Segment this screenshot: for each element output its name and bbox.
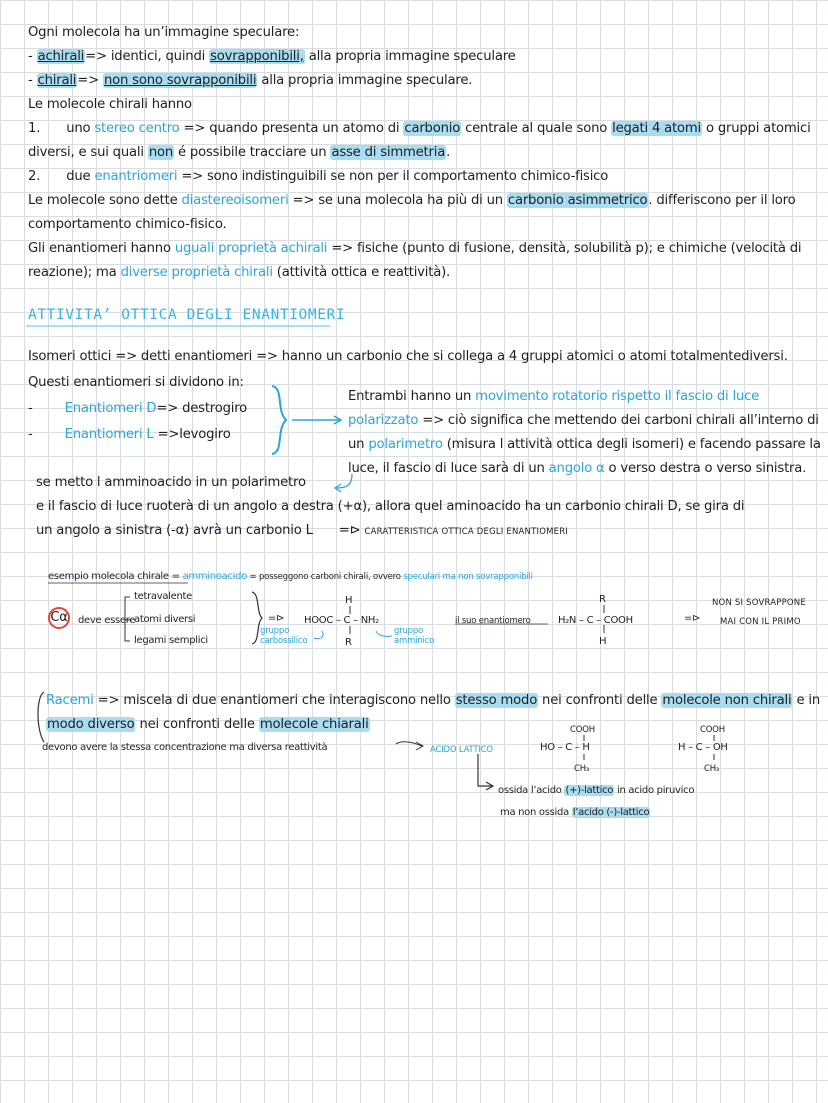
mol1-h-top: H (345, 595, 353, 606)
gruppo-carbossilico-label: gruppo carbossilico (260, 626, 308, 646)
gruppo-amminico-label: gruppo amminico (394, 626, 435, 646)
lattico1-mid: HO – C – H (540, 742, 590, 753)
mol2-h-bottom: H (599, 636, 607, 647)
mol2-r-top: R (599, 594, 606, 605)
suo-enantiomero-label: il suo enantiomero (455, 616, 531, 626)
legami-semplici-item: legami semplici (134, 635, 208, 646)
racemi-line2: modo diverso nei confronti delle molecole chiarali (47, 717, 369, 732)
enantiomeri-term: enantriomeri (94, 169, 178, 184)
lattico1-top: COOH (570, 725, 595, 735)
esempio-line: esempio molecola chirale = amminoacido = posseggono carboni chirali, ovvero speculari ma non sovrapponibili (48, 571, 533, 582)
isomeri-ottici-line: Isomeri ottici => detti enantiomeri => hanno un carbonio che si collega a 4 gruppi atomici o atomi totalmentediversi. (28, 349, 788, 364)
example-arrow2: =⊳ (684, 613, 701, 624)
point2-line: 2. due enantriomeri => sono indistinguibili se non per il comportamento chimico-fisico (28, 169, 609, 184)
lattico2-mid: H – C – OH (678, 742, 728, 753)
achirali-line: - achirali=> identici, quindi sovrapponibili, alla propria immagine speculare (28, 49, 516, 64)
lattico1-bot: CH₃ (574, 764, 590, 774)
diastereoisomeri-term: diastereoisomeri (181, 193, 289, 208)
amminoacido-line1: se metto l amminoacido in un polarimetro (36, 475, 306, 490)
amminoacido-line2: e il fascio di luce ruoterà di un angolo a destra (+α), allora quel aminoacido ha un carbonio chirali D, se gira di (36, 499, 745, 514)
questi-enantiomeri-line: Questi enantiomeri si dividono in: (28, 375, 244, 390)
ossida-line: ossida l’acido (+)-lattico in acido piruvico (498, 785, 695, 796)
le-molecole-chirali: Le molecole chirali hanno (28, 97, 192, 112)
chirali-term: chirali (37, 73, 77, 88)
enantiomeri-prop-line1: Gli enantiomeri hanno uguali proprietà achirali => fisiche (punto di fusione, densità, solubilità p); e chimiche (velocità di (28, 241, 802, 256)
devono-avere-line: devono avere la stessa concentrazione ma diversa reattività (42, 742, 328, 753)
enantiomeri-d-item: - Enantiomeri D=> destrogiro (28, 401, 248, 416)
mol1-main: HOOC – C – NH₂ (304, 615, 379, 626)
racemi-term: Racemi (46, 693, 94, 708)
entrambi-line1: Entrambi hanno un movimento rotatorio rispetto il fascio di luce (348, 389, 760, 404)
entrambi-line2: polarizzato => ciò significa che mettendo dei carboni chirali all’interno di (348, 413, 819, 428)
enantiomeri-l-item: - Enantiomeri L =>levogiro (28, 427, 231, 442)
atomi-diversi-item: atomi diversi (134, 614, 196, 625)
section-heading: ATTIVITA’ OTTICA DEGLI ENANTIOMERI (28, 307, 346, 323)
achirali-term: achirali (37, 49, 85, 64)
curly-brace (272, 386, 286, 454)
non-sovrapponibili-highlight: non sono sovrapponibili (103, 73, 257, 88)
diastereoisomeri-line2: comportamento chimico-fisico. (28, 217, 227, 232)
mai-con-il-primo: MAI CON IL PRIMO (720, 617, 801, 627)
acido-lattico-label: ACIDO LATTICO (430, 745, 493, 755)
entrambi-line4: luce, il fascio di luce sarà di un angolo α o verso destra o verso sinistra. (348, 461, 807, 476)
racemi-bracket (38, 692, 44, 742)
example-arrow: =⊳ (268, 613, 285, 624)
deve-essere: deve essere (78, 615, 136, 626)
sovrapponibili-highlight: sovrapponibili, (210, 49, 304, 64)
arrow-head (334, 416, 341, 424)
chirali-line: - chirali=> non sono sovrapponibili alla propria immagine speculare. (28, 73, 473, 88)
amminoacido-line3: un angolo a sinistra (-α) avrà un carbonio L =⊳ CARATTERISTICA OTTICA DEGLI ENANTIOMERI (36, 523, 569, 538)
mol1-r-bottom: R (345, 637, 352, 648)
tetravalente-item: tetravalente (134, 591, 193, 602)
stereo-centro-term: stereo centro (94, 121, 180, 136)
enantiomeri-prop-line2: reazione); ma diverse proprietà chirali (attività ottica e reattività). (28, 265, 451, 280)
ma-non-ossida-line: ma non ossida l’acido (-)-lattico (500, 807, 650, 818)
racemi-line1: Racemi => miscela di due enantiomeri che interagiscono nello stesso modo nei confronti delle molecole non chirali e in (46, 693, 820, 708)
diastereoisomeri-line1: Le molecole sono dette diastereoisomeri => se una molecola ha più di un carbonio asimmetrico. differiscono per il loro (28, 193, 796, 208)
mol2-main: H₂N – C – COOH (558, 615, 633, 626)
point1-line1: 1. uno stereo centro => quando presenta un atomo di carbonio centrale al quale sono legati 4 atomi o gruppi atomici (28, 121, 811, 136)
c-alpha-circle: Cα (48, 607, 70, 629)
entrambi-line3: un polarimetro (misura l attività ottica degli isomeri) e facendo passare la (348, 437, 821, 452)
lattico2-bot: CH₃ (704, 764, 720, 774)
non-si-sovrappone: NON SI SOVRAPPONE (712, 598, 806, 608)
point1-line2: diversi, e sui quali non é possibile tracciare un asse di simmetria. (28, 145, 451, 160)
lattico2-top: COOH (700, 725, 725, 735)
intro-line1: Ogni molecola ha un’immagine speculare: (28, 25, 300, 40)
